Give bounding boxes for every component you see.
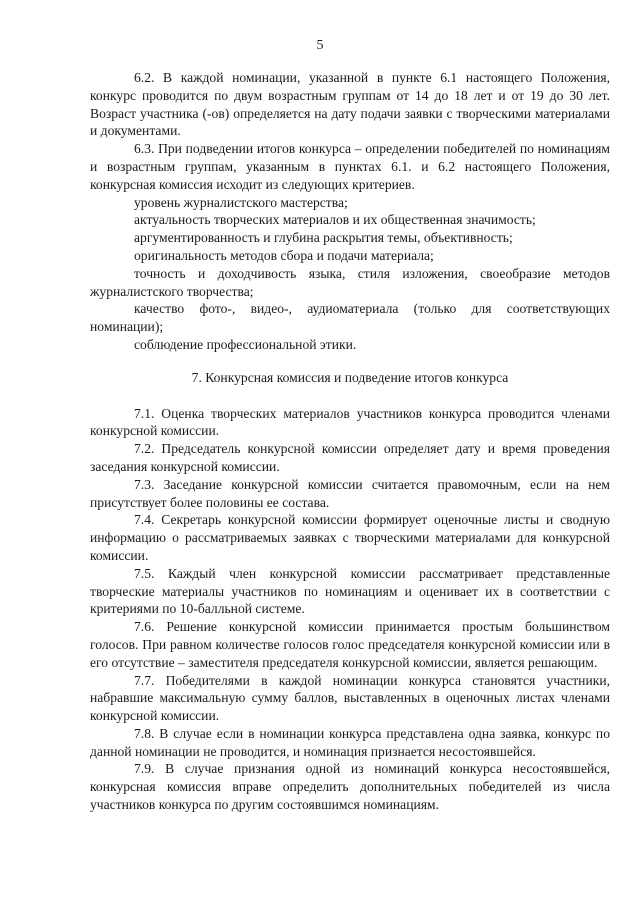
paragraph-6-3: 6.3. При подведении итогов конкурса – определении победителей по номинациям и возрастным группам, указанным в пунктах 6.1. и 6.2 настоящего Положения, конкурсная комиссия исходит из следующих критериев. bbox=[90, 141, 610, 192]
paragraph-7-7: 7.7. Победителями в каждой номинации конкурса становятся участники, набравшие максимальную сумму баллов, выставленных в оценочных листах членами конкурсной комиссии. bbox=[90, 672, 610, 724]
criterion-item: аргументированность и глубина раскрытия темы, объективность; bbox=[134, 230, 513, 246]
paragraph-7-3: 7.3. Заседание конкурсной комиссии считается правомочным, если на нем присутствует более половины ее состава. bbox=[90, 476, 610, 510]
criterion-item: точность и доходчивость языка, стиля изложения, своеобразие методов журналистского творчества; bbox=[90, 265, 610, 299]
paragraph-7-2: 7.2. Председатель конкурсной комиссии определяет дату и время проведения заседания конкурсной комиссии. bbox=[90, 441, 610, 474]
paragraph-7-6: 7.6. Решение конкурсной комиссии принимается простым большинством голосов. При равном количестве голосов голос председателя конкурсной комиссии или в его отсутствие – заместителя председателя конкурсной комиссии, является решающим. bbox=[90, 619, 610, 670]
paragraph-6-2: 6.2. В каждой номинации, указанной в пункте 6.1 настоящего Положения, конкурс проводится по двум возрастным группам от 14 до 18 лет и от 19 до 30 лет. Возраст участника (-ов) определяется на дату подачи заявки с творческими материалами и документами. bbox=[90, 70, 610, 139]
paragraph-7-8: 7.8. В случае если в номинации конкурса представлена одна заявка, конкурс по данной номинации не проводится, и номинация признается несостоявшейся. bbox=[90, 725, 610, 759]
document-body bbox=[90, 69, 610, 814]
criterion-item: соблюдение профессиональной этики. bbox=[134, 336, 357, 352]
section-7-heading: 7. Конкурсная комиссия и подведение итогов конкурса bbox=[191, 369, 509, 385]
criterion-item: уровень журналистского мастерства; bbox=[134, 194, 348, 210]
page-number: 5 bbox=[316, 38, 324, 53]
paragraph-7-5: 7.5. Каждый член конкурсной комиссии рассматривает представленные творческие материалы участников по номинациям и оценивает их в соответствии с критериями по 10-балльной системе. bbox=[90, 565, 610, 617]
paragraph-7-4: 7.4. Секретарь конкурсной комиссии формирует оценочные листы и сводную информацию о рассматриваемых заявках с творческими материалами для конкурсной комиссии. bbox=[90, 512, 610, 563]
criterion-item: оригинальность методов сбора и подачи материала; bbox=[134, 247, 434, 263]
paragraph-7-1: 7.1. Оценка творческих материалов участников конкурса проводится членами конкурсной комиссии. bbox=[90, 405, 610, 439]
criterion-item: актуальность творческих материалов и их общественная значимость; bbox=[134, 212, 536, 228]
paragraph-7-9: 7.9. В случае признания одной из номинаций конкурса несостоявшейся, конкурсная комиссия вправе определить дополнительных победителей из числа участников конкурса по другим состоявшимся номинациям. bbox=[90, 761, 610, 813]
criterion-item: качество фото-, видео-, аудиоматериала (только для соответствующих номинации); bbox=[90, 301, 610, 335]
